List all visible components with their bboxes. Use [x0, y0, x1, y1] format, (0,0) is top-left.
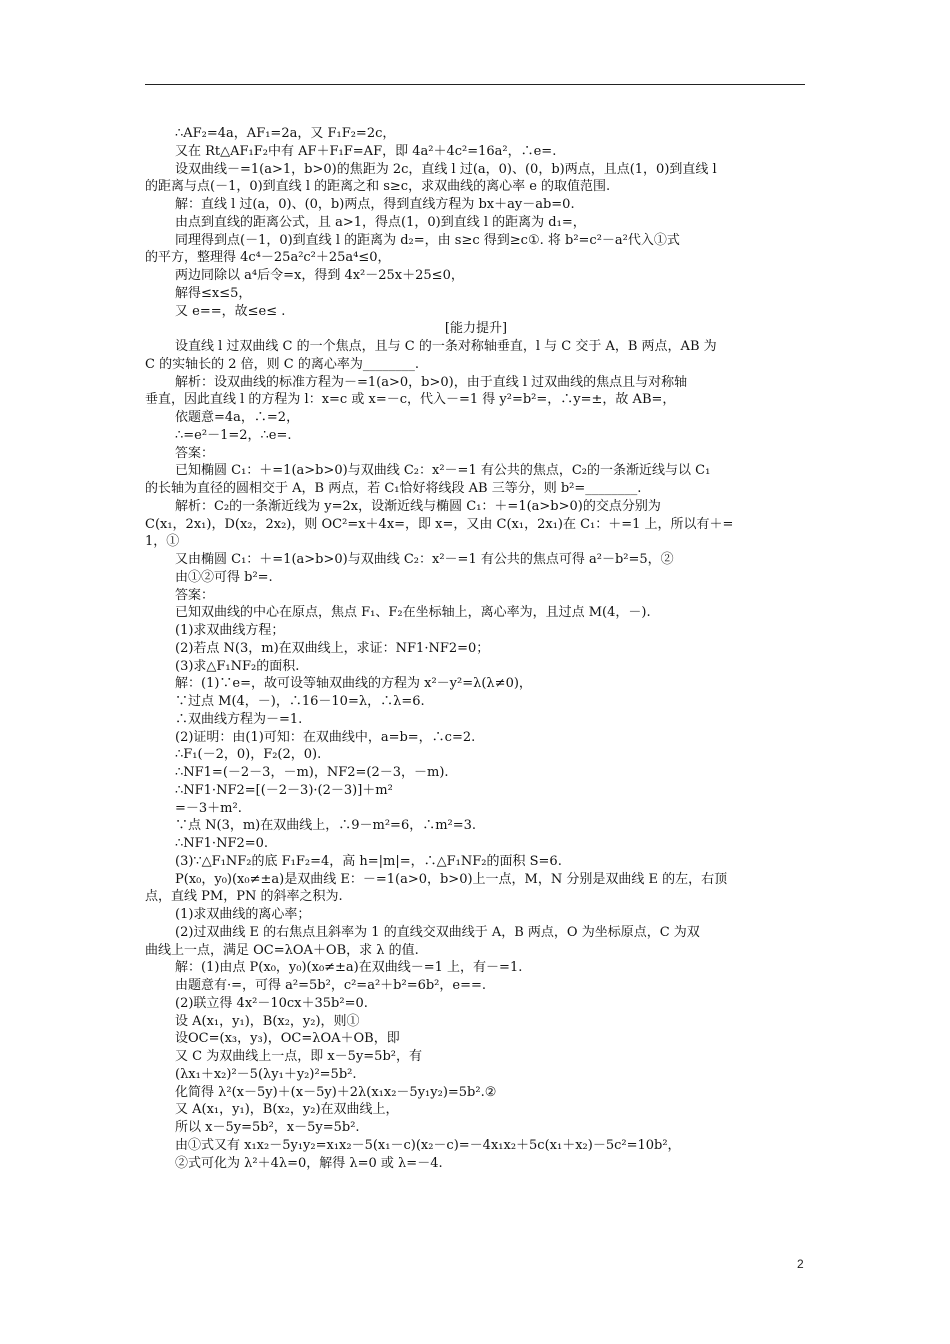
- text-line: 又由椭圆 C₁：＋=1(a>b>0)与双曲线 C₂：x²－=1 有公共的焦点可得 a²－b²=5，②: [175, 552, 674, 567]
- section-heading: [能力提升]: [444, 321, 508, 337]
- text-line: =－3＋m².: [175, 800, 242, 816]
- text-line: ∴F₁(－2，0)，F₂(2，0).: [175, 747, 322, 763]
- text-line: 解得≤x≤5，: [175, 285, 252, 301]
- text-line: ∴双曲线方程为－=1.: [175, 711, 303, 727]
- text-line: (2)证明：由(1)可知：在双曲线中，a=b=，∴c=2.: [175, 729, 476, 745]
- text-line: (1)求双曲线的离心率；: [175, 907, 311, 922]
- text-line: 由点到直线的距离公式，且 a>1，得点(1，0)到直线 l 的距离为 d₁=，: [175, 214, 586, 230]
- text-line: 解析：C₂的一条渐近线为 y=2x，设渐近线与椭圆 C₁：＋=1(a>b>0)的交点分别为: [175, 498, 661, 514]
- text-line: 设直线 l 过双曲线 C 的一个焦点，且与 C 的一条对称轴垂直，l 与 C 交于 A，B 两点，AB 为: [175, 339, 717, 354]
- text-line: (2)联立得 4x²－10cx＋35b²=0.: [175, 995, 368, 1011]
- text-line: ∴NF1=(－2－3，－m)，NF2=(2－3，－m).: [175, 765, 449, 780]
- text-line: 的距离与点(－1，0)到直线 l 的距离之和 s≥c，求双曲线的离心率 e 的取值范围.: [145, 179, 611, 195]
- text-line: 答案：: [175, 445, 215, 461]
- text-line: ②式可化为 λ²＋4λ=0，解得 λ=0 或 λ=－4.: [175, 1155, 443, 1171]
- text-line: 由①式又有 x₁x₂－5y₁y₂=x₁x₂－5(x₁－c)(x₂－c)=－4x₁x₂＋5c(x₁＋x₂)－5c²=10b²，: [175, 1137, 681, 1153]
- text-line: 又在 Rt△AF₁F₂中有 AF＋F₁F=AF，即 4a²＋4c²=16a²，∴e=.: [175, 143, 557, 159]
- text-line: 解：(1)由点 P(x₀，y₀)(x₀≠±a)在双曲线－=1 上，有－=1.: [175, 960, 523, 976]
- text-line: 的平方，整理得 4c⁴－25a²c²＋25a⁴≤0，: [145, 250, 391, 266]
- text-line: 设OC=(x₃，y₃)，OC=λOA＋OB，即: [175, 1031, 400, 1047]
- text-line: 依题意=4a，∴=2，: [175, 410, 300, 425]
- text-line: ∵过点 M(4，－)，∴16－10=λ，∴λ=6.: [175, 694, 425, 709]
- page-number: 2: [797, 1257, 804, 1271]
- text-line: 答案：: [175, 587, 215, 603]
- header-rule: [145, 84, 805, 85]
- document-body: [145, 125, 807, 1172]
- text-line: ∴AF₂=4a，AF₁=2a，又 F₁F₂=2c，: [175, 126, 396, 141]
- text-line: 已知双曲线的中心在原点，焦点 F₁、F₂在坐标轴上，离心率为，且过点 M(4，－).: [175, 605, 651, 621]
- text-line: 解：直线 l 过(a，0)、(0，b)两点，得到直线方程为 bx＋ay－ab=0.: [175, 197, 575, 212]
- text-line: 的长轴为直径的圆相交于 A，B 两点，若 C₁恰好将线段 AB 三等分，则 b²=________.: [145, 481, 642, 496]
- text-line: 曲线上一点，满足 OC=λOA＋OB，求 λ 的值.: [145, 942, 419, 958]
- text-line: P(x₀，y₀)(x₀≠±a)是双曲线 E：－=1(a>0，b>0)上一点，M，N 分别是双曲线 E 的左，右顶: [175, 871, 728, 887]
- text-line: 又 A(x₁，y₁)，B(x₂，y₂)在双曲线上，: [175, 1102, 399, 1118]
- text-line: 点，直线 PM，PN 的斜率之积为.: [145, 889, 343, 905]
- text-line: (2)若点 N(3，m)在双曲线上，求证：NF1·NF2=0；: [175, 640, 490, 656]
- text-line: 两边同除以 a⁴后令=x，得到 4x²－25x＋25≤0，: [175, 268, 464, 283]
- text-line: 解析：设双曲线的标准方程为－=1(a>0，b>0)，由于直线 l 过双曲线的焦点且与对称轴: [175, 374, 688, 390]
- text-line: C(x₁，2x₁)，D(x₂，2x₂)，则 OC²=x＋4x=，即 x=，又由 C(x₁，2x₁)在 C₁：＋=1 上，所以有＋=: [145, 516, 734, 532]
- text-line: 设双曲线－=1(a>1，b>0)的焦距为 2c，直线 l 过(a，0)、(0，b)两点，且点(1，0)到直线 l: [175, 161, 717, 177]
- text-line: 化简得 λ²(x－5y)＋(x－5y)＋2λ(x₁x₂－5y₁y₂)=5b².②: [175, 1084, 497, 1100]
- text-line: 1，①: [145, 534, 180, 550]
- text-line: 所以 x－5y=5b²，x－5y=5b².: [175, 1120, 360, 1135]
- text-line: (λx₁＋x₂)²－5(λy₁＋y₂)²=5b².: [175, 1066, 357, 1082]
- text-line: 由题意有·=，可得 a²=5b²，c²=a²＋b²=6b²，e==.: [175, 978, 487, 993]
- text-line: 同理得到点(－1，0)到直线 l 的距离为 d₂=，由 s≥c 得到≥c①. 将 b²=c²－a²代入①式: [175, 232, 680, 248]
- text-line: ∴NF1·NF2=0.: [175, 836, 269, 851]
- text-line: 又 e==，故≤e≤ .: [175, 303, 286, 319]
- text-line: ∴NF1·NF2=[(－2－3)·(2－3)]＋m²: [175, 782, 393, 798]
- text-line: 已知椭圆 C₁：＋=1(a>b>0)与双曲线 C₂：x²－=1 有公共的焦点，C₂的一条渐近线与以 C₁: [175, 463, 711, 479]
- text-line: (3)∵△F₁NF₂的底 F₁F₂=4，高 h=|m|=，∴△F₁NF₂的面积 S=6.: [175, 853, 562, 869]
- text-line: 垂直，因此直线 l 的方程为 l：x=c 或 x=－c，代入－=1 得 y²=b²=，∴y=±，故 AB=，: [145, 392, 676, 408]
- text-line: ∴=e²－1=2，∴e=.: [175, 427, 292, 443]
- text-line: ∵点 N(3，m)在双曲线上，∴9－m²=6，∴m²=3.: [175, 818, 477, 834]
- text-line: 又 C 为双曲线上一点，即 x－5y=5b²，有: [175, 1049, 422, 1064]
- text-line: (2)过双曲线 E 的右焦点且斜率为 1 的直线交双曲线于 A，B 两点，O 为坐标原点，C 为双: [175, 924, 700, 940]
- text-line: C 的实轴长的 2 倍，则 C 的离心率为________.: [145, 356, 419, 372]
- text-line: 解：(1)∵e=，故可设等轴双曲线的方程为 x²－y²=λ(λ≠0)，: [175, 676, 532, 692]
- text-line: (1)求双曲线方程；: [175, 623, 285, 638]
- text-line: 设 A(x₁，y₁)，B(x₂，y₂)，则①: [175, 1013, 360, 1029]
- text-line: 由①②可得 b²=.: [175, 569, 273, 585]
- text-line: (3)求△F₁NF₂的面积.: [175, 658, 300, 674]
